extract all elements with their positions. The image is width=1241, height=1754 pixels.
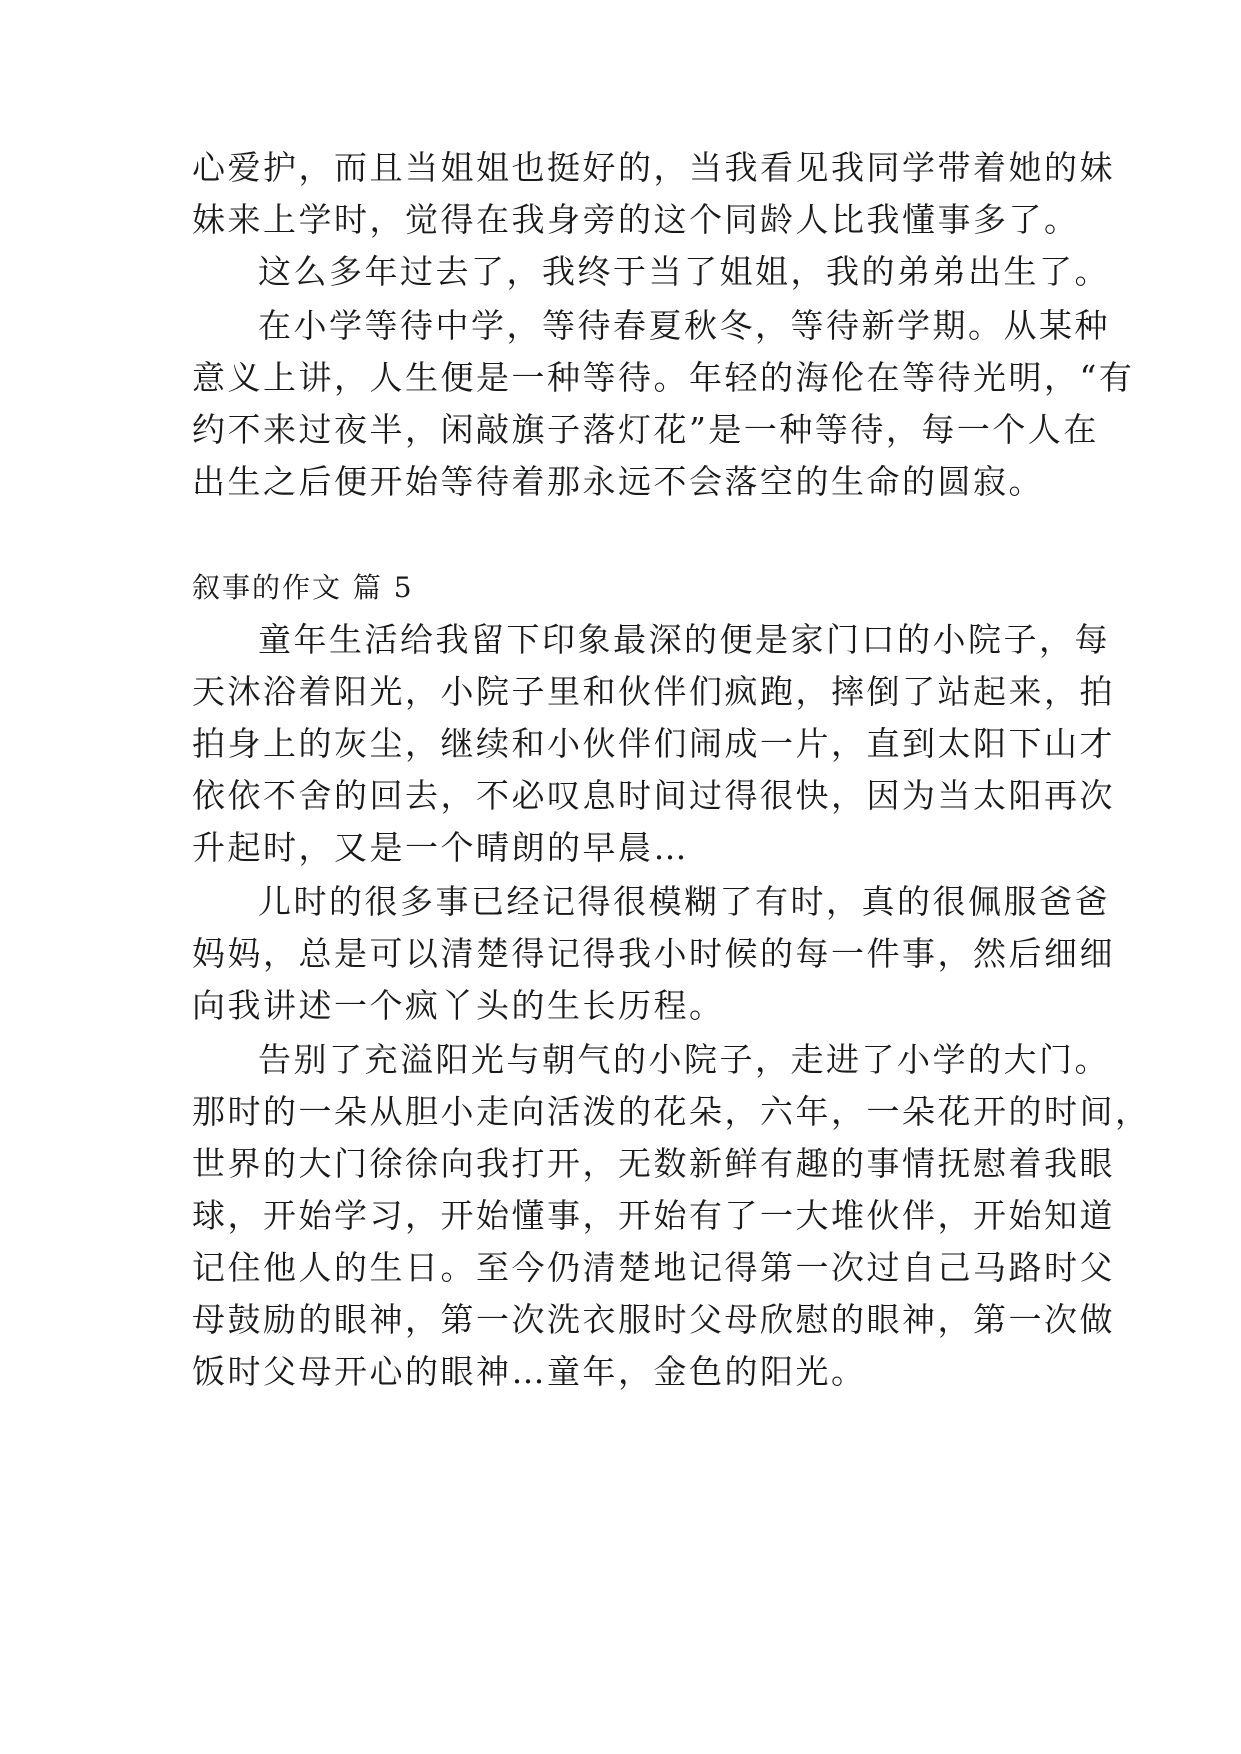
text-line: 约不来过夜半，闲敲旗子落灯花”是一种等待，每一个人在 (192, 410, 1099, 449)
text-line: 心爱护，而且当姐姐也挺好的，当我看见我同学带着她的妹 (192, 148, 1115, 187)
paragraph-first-line: 告别了充溢阳光与朝气的小院子，走进了小学的大门。 (258, 1040, 1110, 1079)
text-line: 球，开始学习，开始懂事，开始有了一大堆伙伴，开始知道 (192, 1196, 1115, 1235)
text-line: 天沐浴着阳光，小院子里和伙伴们疯跑，摔倒了站起来，拍 (192, 672, 1115, 711)
text-line: 饭时父母开心的眼神…童年，金色的阳光。 (192, 1352, 867, 1391)
text-line: 意义上讲，人生便是一种等待。年轻的海伦在等待光明，“有 (192, 358, 1135, 397)
text-line: 升起时，又是一个晴朗的早晨… (192, 828, 689, 867)
text-line: 那时的一朵从胆小走向活泼的花朵，六年，一朵花开的时间， (192, 1092, 1151, 1131)
paragraph-first-line: 这么多年过去了，我终于当了姐姐，我的弟弟出生了。 (258, 252, 1110, 291)
text-line: 出生之后便开始等待着那永远不会落空的生命的圆寂。 (192, 462, 1044, 501)
text-line: 妈妈，总是可以清楚得记得我小时候的每一件事，然后细细 (192, 934, 1115, 973)
paragraph-first-line: 在小学等待中学，等待春夏秋冬，等待新学期。从某种 (258, 306, 1110, 345)
section-heading: 叙事的作文 篇 5 (192, 571, 414, 604)
text-line: 母鼓励的眼神，第一次洗衣服时父母欣慰的眼神，第一次做 (192, 1300, 1115, 1339)
text-line: 妹来上学时，觉得在我身旁的这个同龄人比我懂事多了。 (192, 200, 1080, 239)
text-line: 依依不舍的回去，不必叹息时间过得很快，因为当太阳再次 (192, 776, 1115, 815)
paragraph-first-line: 儿时的很多事已经记得很模糊了有时，真的很佩服爸爸 (258, 882, 1110, 921)
text-line: 世界的大门徐徐向我打开，无数新鲜有趣的事情抚慰着我眼 (192, 1144, 1115, 1183)
text-line: 拍身上的灰尘，继续和小伙伴们闹成一片，直到太阳下山才 (192, 724, 1115, 763)
text-line: 记住他人的生日。至今仍清楚地记得第一次过自己马路时父 (192, 1248, 1115, 1287)
paragraph-first-line: 童年生活给我留下印象最深的便是家门口的小院子，每 (258, 620, 1110, 659)
text-line: 向我讲述一个疯丫头的生长历程。 (192, 986, 725, 1025)
